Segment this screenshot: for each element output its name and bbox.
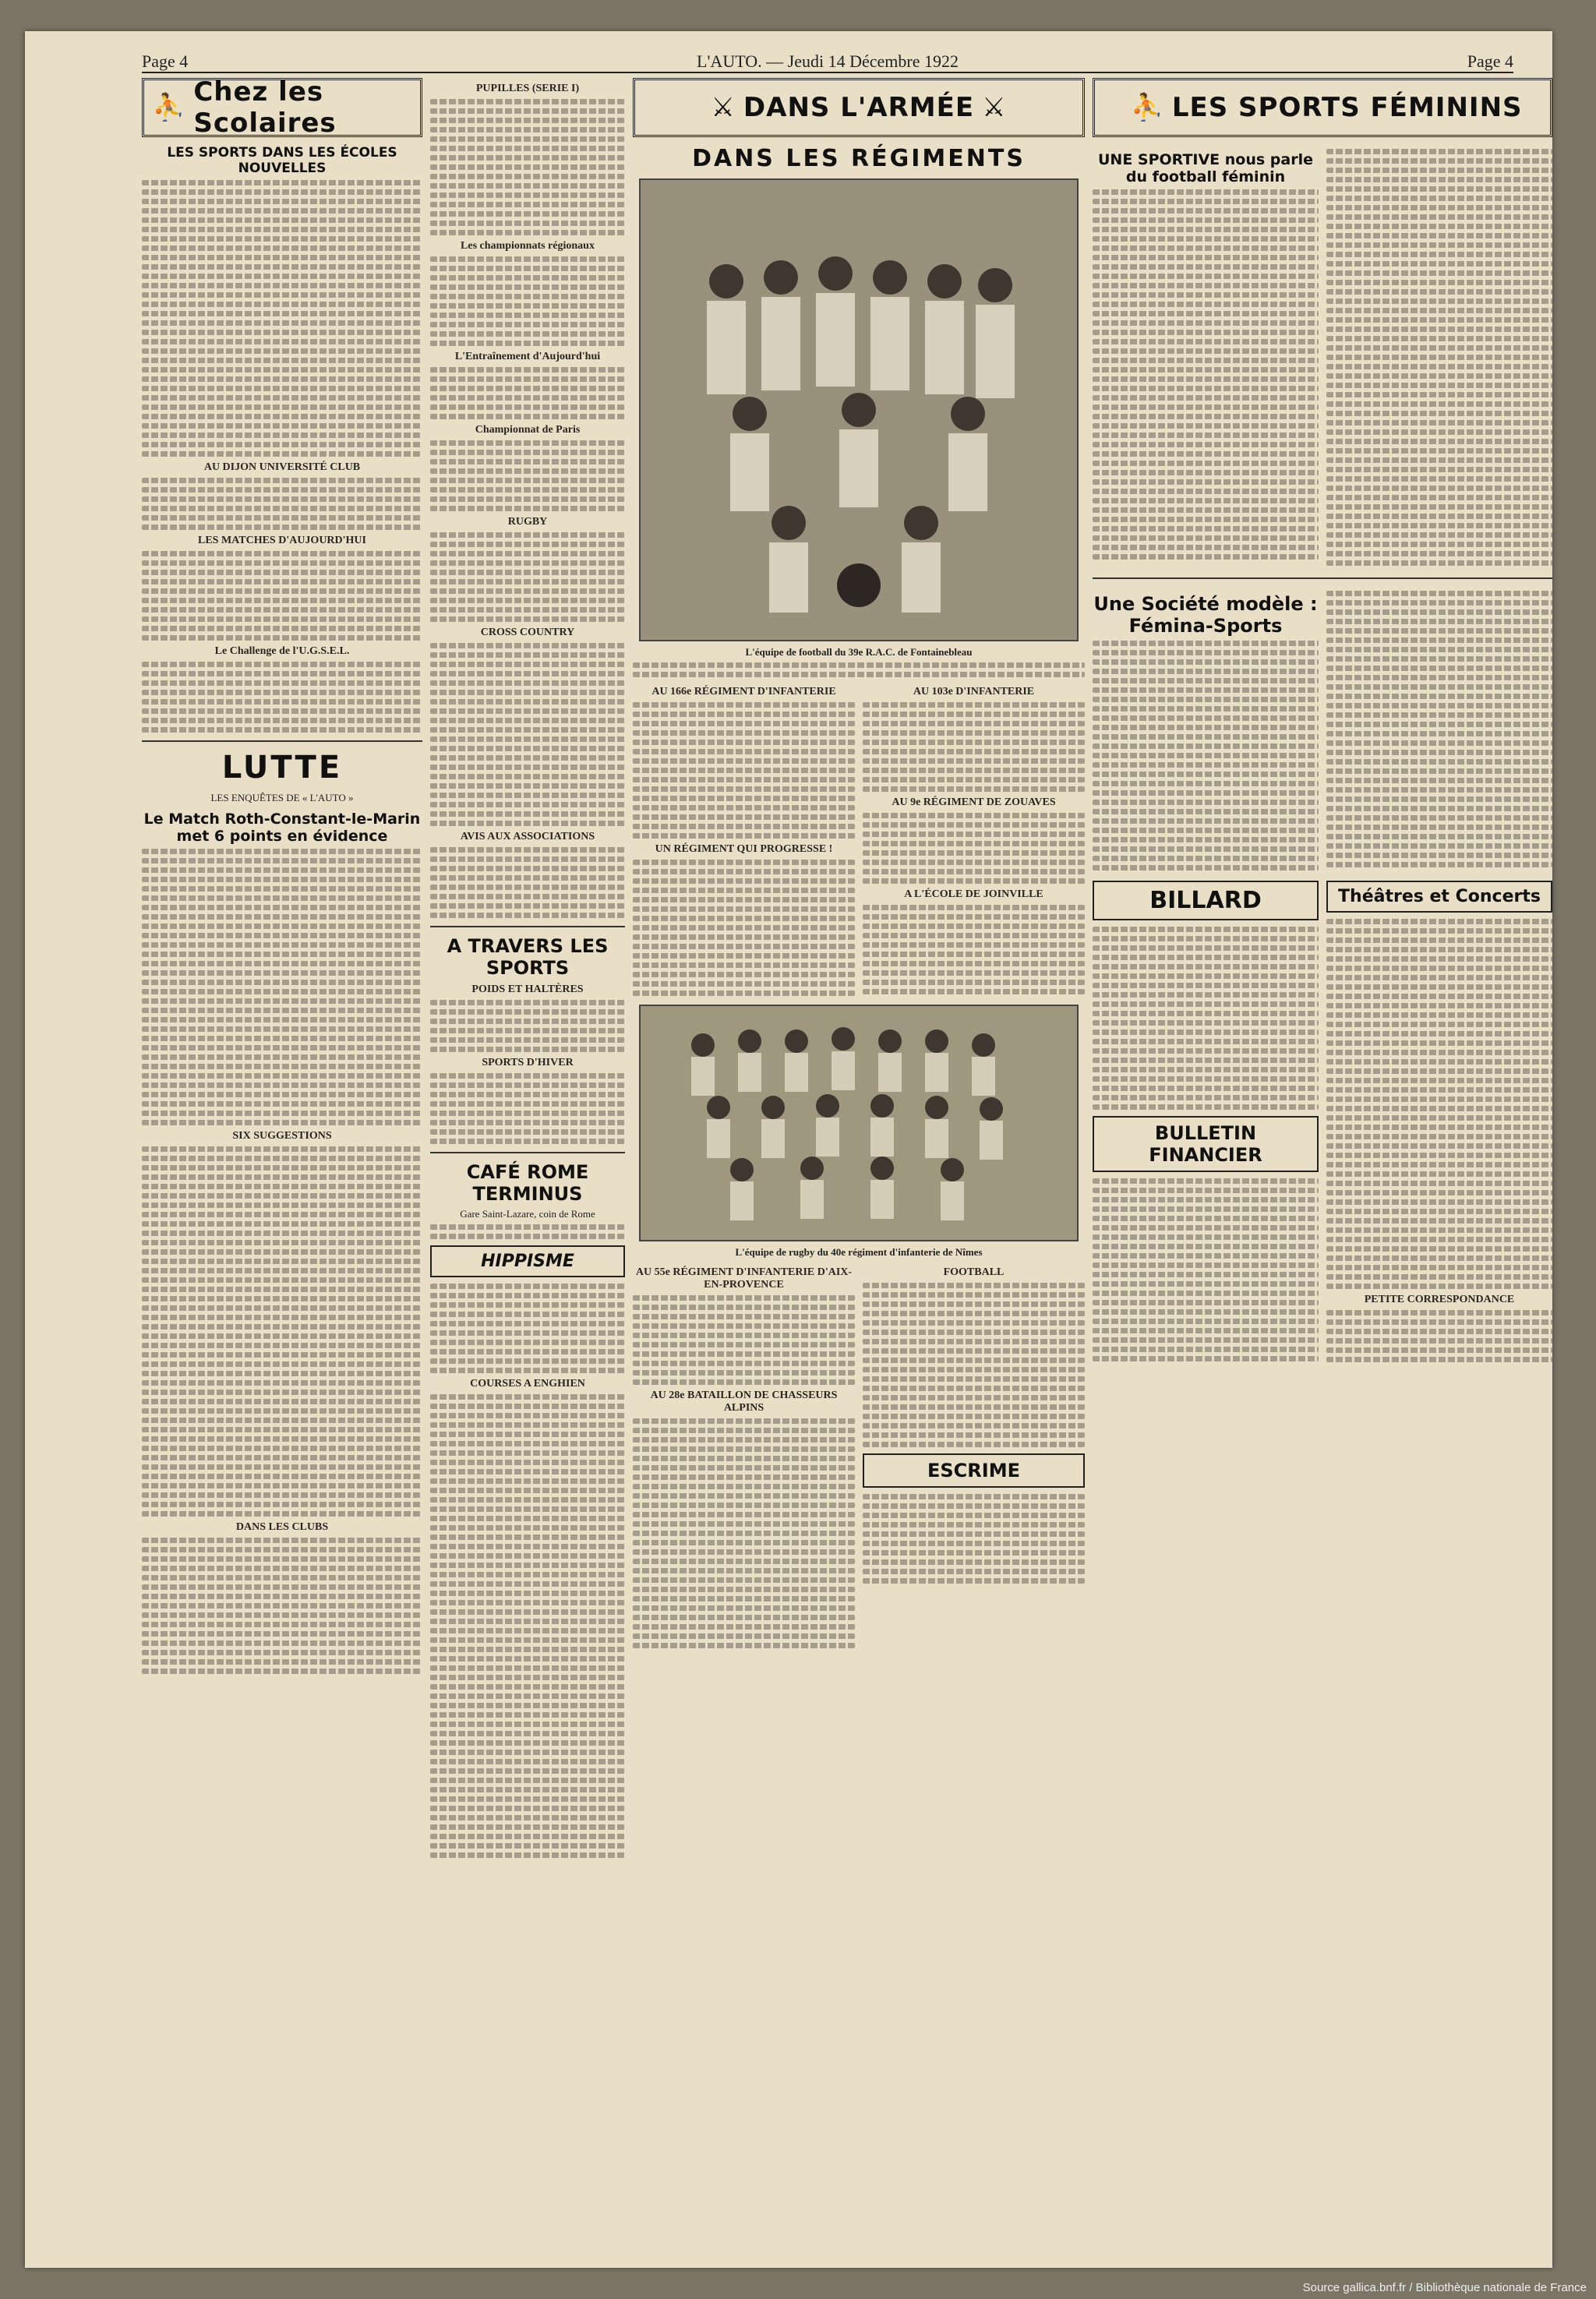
section-hippisme: HIPPISME [430, 1245, 625, 1277]
headline: AU 55e RÉGIMENT D'INFANTERIE D'AIX-EN-PROVENCE [635, 1266, 853, 1291]
athlete-icon: ⛹ [152, 92, 186, 123]
section-bulletin: BULLETIN FINANCIER [1093, 1116, 1319, 1172]
headline: RUGBY [507, 516, 548, 528]
headline: A L'ÉCOLE DE JOINVILLE [904, 888, 1043, 900]
page-number-right: Page 4 [1467, 51, 1513, 71]
newspaper-page [25, 31, 1552, 2268]
section-travers: A TRAVERS LES SPORTS [447, 935, 609, 979]
headline: LES MATCHES D'AUJOURD'HUI [198, 535, 366, 546]
page-number-left: Page 4 [142, 51, 189, 71]
banner-scolaires: ⛹ Chez les Scolaires [142, 78, 422, 137]
headline: LES SPORTS DANS LES ÉCOLES NOUVELLES [167, 145, 397, 176]
column-armee [633, 78, 1085, 2244]
headline: AVIS AUX ASSOCIATIONS [460, 831, 595, 842]
headline: Les championnats régionaux [461, 240, 595, 252]
column-scolaires [142, 78, 422, 2244]
headline: SPORTS D'HIVER [482, 1057, 574, 1068]
headline: AU 103e D'INFANTERIE [913, 686, 1035, 697]
headline: Le Match Roth-Constant-le-Marin met 6 points en évidence [143, 810, 421, 845]
photo-rugby-team [639, 1005, 1079, 1241]
team-photo-icon [641, 1006, 1077, 1240]
column-feminins [1093, 78, 1552, 2244]
headline: AU 166e RÉGIMENT D'INFANTERIE [651, 686, 836, 697]
headline: AU 28e BATAILLON DE CHASSEURS ALPINS [650, 1390, 838, 1414]
masthead-date: L'AUTO. — Jeudi 14 Décembre 1922 [697, 51, 959, 71]
photo-caption: L'équipe de football du 39e R.A.C. de Fontainebleau [745, 646, 973, 658]
headline: SIX SUGGESTIONS [232, 1130, 332, 1142]
section-theatres: Théâtres et Concerts [1326, 881, 1552, 913]
subheading: LES ENQUÊTES DE « L'AUTO » [210, 792, 354, 803]
headline: Une Société modèle : Fémina-Sports [1093, 593, 1318, 637]
headline: UN RÉGIMENT QUI PROGRESSE ! [655, 843, 833, 855]
athlete-icon: ⛹ [1130, 92, 1164, 123]
photo-caption: L'équipe de rugby du 40e régiment d'infanterie de Nîmes [735, 1246, 983, 1258]
source-credit: Source gallica.bnf.fr / Bibliothèque nationale de France [1302, 2281, 1587, 2294]
section-lutte: LUTTE [221, 750, 343, 786]
soldier-icon: ⚔ [711, 92, 736, 123]
team-photo-icon [641, 180, 1077, 640]
headline: POIDS ET HALTÈRES [471, 984, 584, 995]
banner-feminins: ⛹ LES SPORTS FÉMININS [1093, 78, 1552, 137]
column-results [430, 78, 625, 2244]
headline: CROSS COUNTRY [480, 627, 575, 638]
headline: UNE SPORTIVE nous parle du football féminin [1097, 151, 1313, 185]
headline: PETITE CORRESPONDANCE [1364, 1294, 1515, 1305]
headline-regiments: DANS LES RÉGIMENTS [692, 145, 1026, 172]
headline: AU DIJON UNIVERSITÉ CLUB [203, 461, 361, 473]
page-header [142, 48, 1513, 73]
headline: PUPILLES (SERIE I) [475, 83, 580, 94]
headline: Championnat de Paris [475, 424, 581, 436]
soldier-icon: ⚔ [982, 92, 1007, 123]
photo-football-team [639, 178, 1079, 641]
section-billard: BILLARD [1093, 881, 1319, 920]
headline: AU 9e RÉGIMENT DE ZOUAVES [892, 796, 1056, 808]
headline: DANS LES CLUBS [235, 1521, 329, 1533]
headline: COURSES A ENGHIEN [470, 1378, 585, 1390]
banner-armee: ⚔ DANS L'ARMÉE ⚔ [633, 78, 1085, 137]
section-escrime: ESCRIME [863, 1453, 1085, 1488]
advert-sub: Gare Saint-Lazare, coin de Rome [460, 1208, 595, 1220]
headline: L'Entraînement d'Aujourd'hui [454, 351, 601, 362]
advert-cafe: CAFÉ ROME TERMINUS [466, 1161, 589, 1205]
headline: FOOTBALL [943, 1266, 1005, 1278]
headline: Le Challenge de l'U.G.S.E.L. [214, 645, 350, 657]
